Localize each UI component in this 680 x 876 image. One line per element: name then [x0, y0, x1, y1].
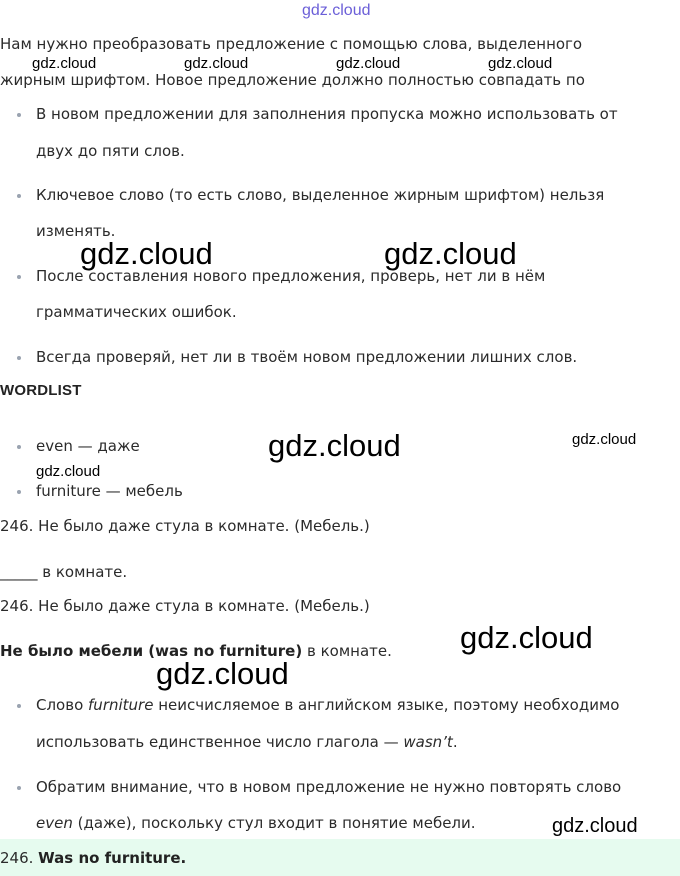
task-sentence: 246. Не было даже стула в комнате. (Мебель.) [0, 517, 370, 535]
bullet-dot [17, 704, 21, 708]
watermark: gdz.cloud [460, 620, 593, 655]
rule-4-line-1: Всегда проверяй, нет ли в твоём новом предложении лишних слов. [36, 348, 578, 366]
watermark: gdz.cloud [336, 55, 401, 72]
answer-rest: в комнате. [302, 642, 392, 660]
task-gap: _____ в комнате. [0, 563, 128, 581]
note-2-line-2: even (даже), поскольку стул входит в понятие мебели. [36, 814, 476, 832]
bullet-dot [17, 445, 21, 449]
final-answer [0, 848, 186, 868]
bullet-dot [17, 786, 21, 790]
wordlist-item-furniture: furniture — мебель [36, 482, 183, 500]
rule-2-line-1: Ключевое слово (то есть слово, выделенное жирным шрифтом) нельзя [36, 186, 605, 204]
bullet-dot [17, 275, 21, 279]
bullet-dot [17, 490, 21, 494]
intro-line-1: Нам нужно преобразовать предложение с помощью слова, выделенного [0, 35, 583, 53]
intro-line-2: жирным шрифтом. Новое предложение должно полностью совпадать по [0, 71, 585, 89]
rule-3-line-2: грамматических ошибок. [36, 303, 237, 321]
rule-3-line-1: После составления нового предложения, проверь, нет ли в нём [36, 267, 546, 285]
wordlist-item-even: even — даже [36, 437, 140, 455]
watermark: gdz.cloud [552, 815, 638, 837]
watermark: gdz.cloud [268, 428, 401, 463]
watermark: gdz.cloud [156, 656, 289, 691]
watermark: gdz.cloud [32, 55, 97, 72]
rule-1-line-2: двух до пяти слов. [36, 142, 185, 160]
watermark: gdz.cloud [80, 236, 213, 271]
watermark: gdz.cloud [384, 236, 517, 271]
note-2-line-1: Обратим внимание, что в новом предложение не нужно повторять слово [36, 778, 622, 796]
watermark: gdz.cloud [184, 55, 249, 72]
answer-bold: Не было мебели (was no furniture) [0, 642, 303, 660]
wordlist-heading: WORDLIST [0, 382, 82, 399]
bullet-dot [17, 113, 21, 117]
bullet-dot [17, 194, 21, 198]
rule-1-line-1: В новом предложении для заполнения пропуска можно использовать от [36, 105, 618, 123]
task-sentence-repeat: 246. Не было даже стула в комнате. (Мебель.) [0, 597, 370, 615]
watermark: gdz.cloud [36, 463, 101, 480]
watermark: gdz.cloud [572, 431, 637, 448]
rule-2-line-2: изменять. [36, 222, 116, 240]
watermark: gdz.cloud [488, 55, 553, 72]
answer-text: Was no furniture. [38, 849, 187, 867]
answer-number: 246. [0, 849, 39, 867]
bullet-dot [17, 356, 21, 360]
note-1-line-1: Слово furniture неисчисляемое в английском языке, поэтому необходимо [36, 696, 620, 714]
note-1-line-2: использовать единственное число глагола — wasn’t. [36, 733, 458, 751]
watermark-top: gdz.cloud [302, 2, 371, 19]
